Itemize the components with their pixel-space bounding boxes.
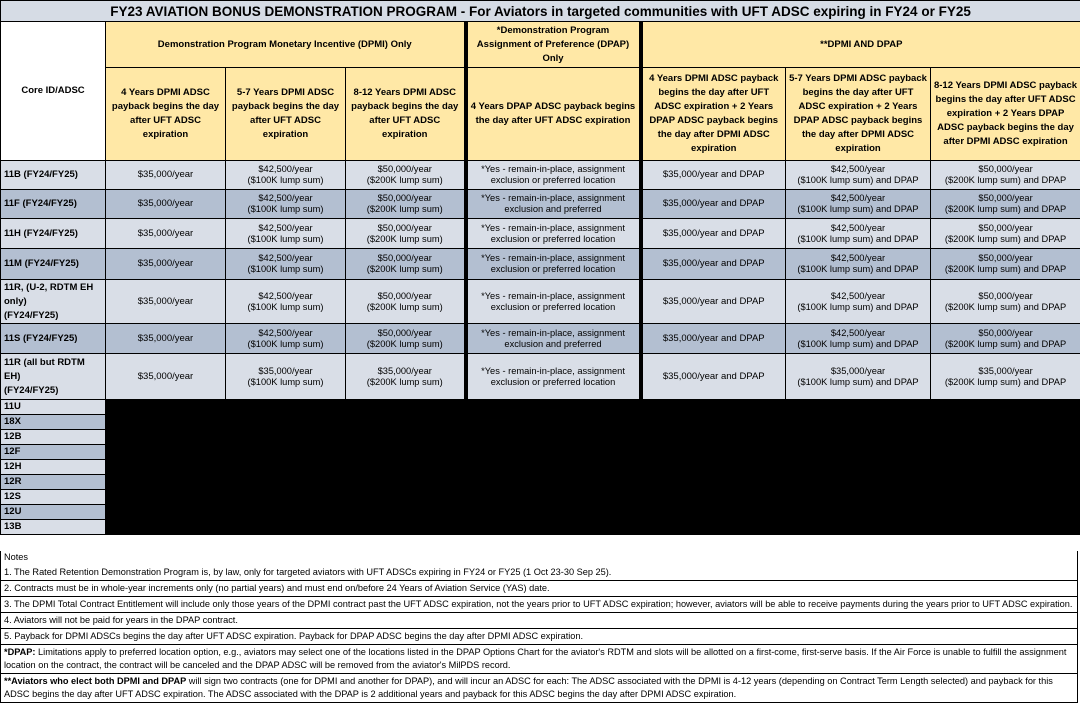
column-header: 8-12 Years DPMI ADSC payback begins the day after UFT ADSC expiration + 2 Years DPAP ADSC payback begins the day after DPMI ADSC expiration [931, 68, 1080, 161]
dpap-4yr-cell [466, 219, 641, 249]
column-header: 8-12 Years DPMI ADSC payback begins the day after UFT ADSC expiration [346, 68, 466, 161]
cell-text: *Yes - remain-in-place, assignment [481, 193, 625, 203]
cell-text: $42,500/year [258, 290, 313, 301]
cell-text: ($100K lump sum) and DPAP [797, 264, 919, 274]
dpap-4yr-cell [466, 280, 641, 324]
cell-text: $42,500/year [830, 164, 886, 174]
cell-text: *Yes - remain-in-place, assignment [481, 290, 625, 301]
dpmi-dpap-group-header: **DPMI AND DPAP [641, 22, 1080, 68]
note-item [0, 565, 1078, 581]
cell-text: $50,000/year [978, 253, 1033, 263]
both-5-7yr-cell [786, 280, 931, 324]
note-text: will sign two contracts (one for DPMI and another for DPAP), and will incur an ADSC for each: The ADSC associated with the DPMI is 4-12 years (depending on Contract Term Length selected) and payback for this ADSC begins the day after UFT ADSC expiration. The ADSC associated with the DPAP is 2 additional years and payback for this ADSC begins the day after DPMI ADSC expiration. [4, 676, 1053, 699]
both-8-12yr-cell [931, 249, 1080, 280]
dpap-4yr-cell [466, 354, 641, 400]
cell-text: ($200K lump sum) [366, 233, 443, 244]
cell-text: ($200K lump sum) and DPAP [944, 338, 1067, 349]
dpmi-5-7yr-cell [226, 161, 346, 190]
both-4yr-cell [641, 324, 786, 354]
dpmi-8-12yr-cell [346, 161, 466, 190]
cell-text: ($200K lump sum) [366, 338, 443, 349]
cell-text: ($200K lump sum) and DPAP [944, 264, 1067, 274]
column-header: 4 Years DPMI ADSC payback begins the day after UFT ADSC expiration + 2 Years DPAP ADSC payback begins the day after DPMI ADSC expiration [641, 68, 786, 161]
cell-text: exclusion or preferred location [490, 376, 616, 387]
column-header: 5-7 Years DPMI ADSC payback begins the day after UFT ADSC expiration [226, 68, 346, 161]
cell-text: $35,000/year and DPAP [662, 332, 765, 344]
both-4yr-cell [641, 249, 786, 280]
cell-text: $50,000/year [377, 327, 432, 338]
cell-text: ($100K lump sum) and DPAP [797, 175, 919, 185]
core-id-cell: 12F [1, 445, 106, 460]
both-8-12yr-cell [931, 324, 1080, 354]
dpap-4yr-cell [466, 249, 641, 280]
cell-text: $50,000/year [377, 222, 432, 233]
both-5-7yr-cell [786, 324, 931, 354]
page-title: FY23 AVIATION BONUS DEMONSTRATION PROGRAM - For Aviators in targeted communities with UFT ADSC expiring in FY24 or FY25 [1, 1, 1080, 22]
cell-text: exclusion or preferred location [490, 264, 616, 274]
cell-text: *Yes - remain-in-place, assignment [481, 222, 625, 233]
dpap-group-header: *Demonstration Program Assignment of Preference (DPAP) Only [466, 22, 641, 68]
note-label: *DPAP: [4, 647, 36, 657]
column-header: 4 Years DPAP ADSC payback begins the day after UFT ADSC expiration [466, 68, 641, 161]
cell-text: ($200K lump sum) [366, 204, 443, 214]
core-id-line: 11R (all but RDTM EH) [4, 356, 85, 382]
note-item [0, 629, 1078, 645]
cell-text: $42,500/year [830, 222, 886, 233]
table-row [1, 190, 1080, 219]
cell-text: $35,000/year [137, 169, 194, 180]
cell-text: $42,500/year [258, 193, 313, 203]
dpmi-5-7yr-cell [226, 190, 346, 219]
cell-text: ($200K lump sum) [366, 376, 443, 387]
cell-text: $42,500/year [258, 253, 313, 263]
core-id-cell [1, 280, 106, 324]
dpmi-8-12yr-cell [346, 354, 466, 400]
cell-text: $35,000/year [137, 332, 194, 344]
both-4yr-cell [641, 354, 786, 400]
note-item [0, 645, 1078, 674]
note-text: 1. The Rated Retention Demonstration Program is, by law, only for targeted aviators with UFT ADSCs expiring in FY24 or FY25 (1 Oct 23-30 Sep 25). [4, 567, 612, 577]
cell-text: $35,000/year and DPAP [662, 169, 765, 180]
redacted-block [641, 400, 1080, 535]
dpmi-4yr-cell [106, 219, 226, 249]
cell-text: $35,000/year [137, 227, 194, 239]
core-id-cell [1, 354, 106, 400]
cell-text: ($100K lump sum) [247, 264, 324, 274]
both-8-12yr-cell [931, 354, 1080, 400]
table-row [1, 249, 1080, 280]
core-id-line: (FY24/FY25) [4, 309, 59, 321]
cell-text: $42,500/year [258, 164, 313, 174]
dpmi-8-12yr-cell [346, 324, 466, 354]
cell-text: $42,500/year [830, 253, 886, 263]
cell-text: $42,500/year [258, 327, 313, 338]
core-id-cell: 11S (FY24/FY25) [1, 324, 106, 354]
both-5-7yr-cell [786, 190, 931, 219]
dpap-4yr-cell [466, 190, 641, 219]
cell-text: ($200K lump sum) and DPAP [944, 175, 1067, 185]
cell-text: ($100K lump sum) and DPAP [797, 301, 919, 312]
dpmi-5-7yr-cell [226, 219, 346, 249]
core-id-cell: 12U [1, 505, 106, 520]
note-item [0, 597, 1078, 613]
cell-text: $35,000/year and DPAP [662, 370, 765, 382]
cell-text: $50,000/year [978, 290, 1033, 301]
dpmi-8-12yr-cell [346, 219, 466, 249]
dpap-4yr-cell [466, 161, 641, 190]
cell-text: $50,000/year [978, 193, 1033, 203]
cell-text: *Yes - remain-in-place, assignment [481, 164, 625, 174]
cell-text: ($100K lump sum) [247, 175, 324, 185]
core-id-cell: 11U [1, 400, 106, 415]
cell-text: ($200K lump sum) and DPAP [944, 376, 1067, 387]
redacted-block [466, 400, 641, 535]
notes-list [0, 565, 1078, 703]
dpmi-5-7yr-cell [226, 280, 346, 324]
both-4yr-cell [641, 161, 786, 190]
core-id-cell: 12H [1, 460, 106, 475]
dpmi-5-7yr-cell [226, 249, 346, 280]
table-row [1, 280, 1080, 324]
note-text: 5. Payback for DPMI ADSCs begins the day after UFT ADSC expiration. Payback for DPAP ADSC begins the day after DPMI ADSC expiration. [4, 631, 584, 641]
cell-text: $42,500/year [830, 193, 886, 203]
cell-text: $35,000/year [377, 365, 432, 376]
both-4yr-cell [641, 190, 786, 219]
cell-text: $35,000/year [137, 198, 194, 209]
column-header: 5-7 Years DPMI ADSC payback begins the day after UFT ADSC expiration + 2 Years DPAP ADSC payback begins the day after DPMI ADSC expiration [786, 68, 931, 161]
cell-text: $35,000/year [830, 365, 886, 376]
both-5-7yr-cell [786, 354, 931, 400]
note-label: **Aviators who elect both DPMI and DPAP [4, 676, 187, 686]
core-id-cell: 11F (FY24/FY25) [1, 190, 106, 219]
cell-text: ($100K lump sum) and DPAP [797, 204, 919, 214]
cell-text: ($100K lump sum) and DPAP [797, 233, 919, 244]
cell-text: ($100K lump sum) and DPAP [797, 376, 919, 387]
cell-text: ($200K lump sum) [366, 301, 443, 312]
cell-text: ($100K lump sum) [247, 233, 324, 244]
cell-text: $50,000/year [377, 193, 432, 203]
core-id-header: Core ID/ADSC [1, 22, 106, 161]
table-row [1, 354, 1080, 400]
cell-text: $42,500/year [830, 327, 886, 338]
cell-text: $35,000/year [978, 365, 1033, 376]
dpap-4yr-cell [466, 324, 641, 354]
notes-heading: Notes [0, 551, 1078, 565]
core-id-cell: 12S [1, 490, 106, 505]
note-item [0, 674, 1078, 703]
cell-text: $35,000/year [258, 365, 313, 376]
cell-text: *Yes - remain-in-place, assignment [481, 253, 625, 263]
both-5-7yr-cell [786, 219, 931, 249]
cell-text: *Yes - remain-in-place, assignment [481, 327, 625, 338]
cell-text: ($100K lump sum) [247, 338, 324, 349]
core-id-line: only) [4, 295, 27, 307]
cell-text: $35,000/year [137, 258, 194, 269]
cell-text: exclusion or preferred location [490, 301, 616, 312]
dpmi-4yr-cell [106, 249, 226, 280]
dpmi-5-7yr-cell [226, 324, 346, 354]
dpmi-8-12yr-cell [346, 190, 466, 219]
cell-text: exclusion and preferred [504, 338, 602, 349]
cell-text: ($200K lump sum) [366, 175, 443, 185]
dpmi-4yr-cell [106, 354, 226, 400]
cell-text: ($200K lump sum) and DPAP [944, 233, 1067, 244]
dpmi-4yr-cell [106, 280, 226, 324]
note-text: 3. The DPMI Total Contract Entitlement will include only those years of the DPMI contract past the UFT ADSC expiration, not the years prior to UFT ADSC expiration; however, aviators will be able to receive payments during the years prior to UFT ADSC expiration. [4, 599, 1073, 609]
cell-text: exclusion and preferred [504, 204, 602, 214]
cell-text: $35,000/year and DPAP [662, 198, 765, 209]
cell-text: $35,000/year and DPAP [662, 227, 765, 239]
cell-text: exclusion or preferred location [490, 233, 616, 244]
both-4yr-cell [641, 219, 786, 249]
both-8-12yr-cell [931, 219, 1080, 249]
both-5-7yr-cell [786, 161, 931, 190]
cell-text: ($100K lump sum) and DPAP [797, 338, 919, 349]
dpmi-4yr-cell [106, 161, 226, 190]
dpmi-8-12yr-cell [346, 280, 466, 324]
both-8-12yr-cell [931, 280, 1080, 324]
core-id-cell: 12B [1, 430, 106, 445]
cell-text: $50,000/year [978, 222, 1033, 233]
core-id-cell: 11B (FY24/FY25) [1, 161, 106, 190]
both-4yr-cell [641, 280, 786, 324]
cell-text: $50,000/year [377, 164, 432, 174]
cell-text: $42,500/year [830, 290, 886, 301]
cell-text: ($100K lump sum) [247, 376, 324, 387]
table-row [1, 161, 1080, 190]
both-8-12yr-cell [931, 190, 1080, 219]
note-text: 2. Contracts must be in whole-year increments only (no partial years) and must end on/before 24 Years of Aviation Service (YAS) date. [4, 583, 550, 593]
cell-text: exclusion or preferred location [490, 175, 616, 185]
both-8-12yr-cell [931, 161, 1080, 190]
core-id-cell: 11M (FY24/FY25) [1, 249, 106, 280]
cell-text: $50,000/year [377, 290, 432, 301]
cell-text: ($200K lump sum) and DPAP [944, 204, 1067, 214]
note-item [0, 581, 1078, 597]
cell-text: ($200K lump sum) and DPAP [944, 301, 1067, 312]
core-id-cell: 11H (FY24/FY25) [1, 219, 106, 249]
cell-text: $35,000/year and DPAP [662, 295, 765, 307]
core-id-line: 11R, (U-2, RDTM EH [4, 281, 94, 293]
cell-text: ($100K lump sum) [247, 204, 324, 214]
core-id-line: (FY24/FY25) [4, 384, 59, 396]
core-id-cell: 18X [1, 415, 106, 430]
table-row [1, 400, 1080, 415]
cell-text: $50,000/year [978, 164, 1033, 174]
cell-text: $50,000/year [377, 253, 432, 263]
cell-text: ($200K lump sum) [366, 264, 443, 274]
table-row [1, 219, 1080, 249]
dpmi-4yr-cell [106, 324, 226, 354]
dpmi-5-7yr-cell [226, 354, 346, 400]
cell-text: *Yes - remain-in-place, assignment [481, 365, 625, 376]
both-5-7yr-cell [786, 249, 931, 280]
dpmi-group-header: Demonstration Program Monetary Incentive (DPMI) Only [106, 22, 466, 68]
cell-text: $35,000/year and DPAP [662, 258, 765, 269]
column-header: 4 Years DPMI ADSC payback begins the day after UFT ADSC expiration [106, 68, 226, 161]
note-text: Limitations apply to preferred location option, e.g., aviators may select one of the locations listed in the DPAP Options Chart for the aviator's RDTM and slots will be allotted on a first-come, first-serve basis. If the Air Force is unable to fulfill the assignment location on the contract, the contract will be canceled and the DPAP ADSC will be removed from the aviator's MilPDS record. [4, 647, 1067, 670]
note-text: 4. Aviators will not be paid for years in the DPAP contract. [4, 615, 238, 625]
dpmi-8-12yr-cell [346, 249, 466, 280]
core-id-cell: 13B [1, 520, 106, 535]
notes-section [0, 551, 1078, 703]
dpmi-4yr-cell [106, 190, 226, 219]
cell-text: $35,000/year [137, 295, 194, 307]
cell-text: $50,000/year [978, 327, 1033, 338]
cell-text: ($100K lump sum) [247, 301, 324, 312]
redacted-block [106, 400, 466, 535]
cell-text: $42,500/year [258, 222, 313, 233]
core-id-cell: 12R [1, 475, 106, 490]
cell-text: $35,000/year [137, 370, 194, 382]
table-row [1, 324, 1080, 354]
note-item [0, 613, 1078, 629]
